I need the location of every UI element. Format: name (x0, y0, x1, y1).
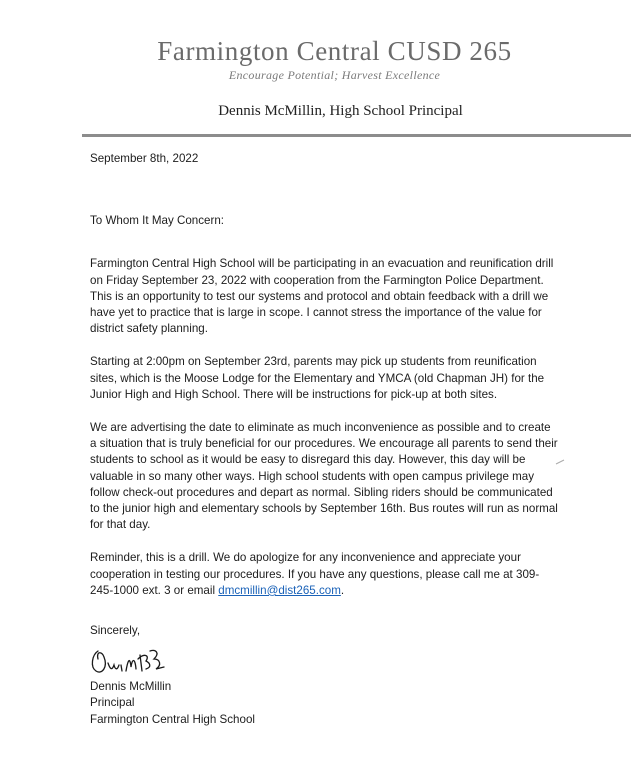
signer-name: Dennis McMillin (90, 680, 172, 694)
letterhead (0, 36, 631, 120)
letter-body (90, 151, 560, 728)
letterhead-divider (82, 134, 631, 137)
signer-title: Principal (90, 696, 135, 710)
org-name: Farmington Central CUSD 265 (157, 36, 512, 66)
salutation: To Whom It May Concern: (90, 214, 225, 228)
principal-line: Dennis McMillin, High School Principal (218, 103, 463, 119)
paragraph-drill-announcement: Farmington Central High School will be participating in an evacuation and reunification drill on Friday September 23, 2022 with cooperation from the Farmington Police Department. This is an opportunity to test our systems and protocol and obtain feedback with a drill we have yet to practice that is large in scope. I cannot stress the importance of the value for district safety planning. (90, 257, 554, 336)
email-link[interactable]: dmcmillin@dist265.com (218, 583, 341, 597)
signer-org: Farmington Central High School (90, 712, 255, 726)
paragraph-attendance: We are advertising the date to eliminate as much inconvenience as possible and to create a situation that is truly beneficial for our procedures. We encourage all parents to send their students to school as it would be easy to disregard this day. However, this day will be valuable in so many other ways. High school students with open campus privilege may follow check-out procedures and depart as normal. Sibling riders should be communicated to the junior high and elementary schools by September 16th. Bus routes will run as normal for that day. (90, 421, 558, 532)
letter-date: September 8th, 2022 (90, 152, 199, 165)
stray-mark (555, 459, 565, 465)
signature-image (90, 645, 170, 679)
reminder-text: Reminder, this is a drill. We do apologize for any inconvenience and appreciate your cooperation in testing our procedures. If you have any questions, please call me at 309-245-1000 ext. 3 or email (90, 551, 540, 597)
closing: Sincerely, (90, 624, 141, 638)
tagline: Encourage Potential; Harvest Excellence (228, 68, 441, 82)
reminder-end: . (340, 583, 345, 597)
paragraph-reminder (90, 550, 560, 599)
paragraph-pickup-sites: Starting at 2:00pm on September 23rd, parents may pick up students from reunification sites, which is the Moose Lodge for the Elementary and YMCA (old Chapman JH) for the Junior High and High School. There will be instructions for pick-up at both sites. (90, 355, 545, 401)
